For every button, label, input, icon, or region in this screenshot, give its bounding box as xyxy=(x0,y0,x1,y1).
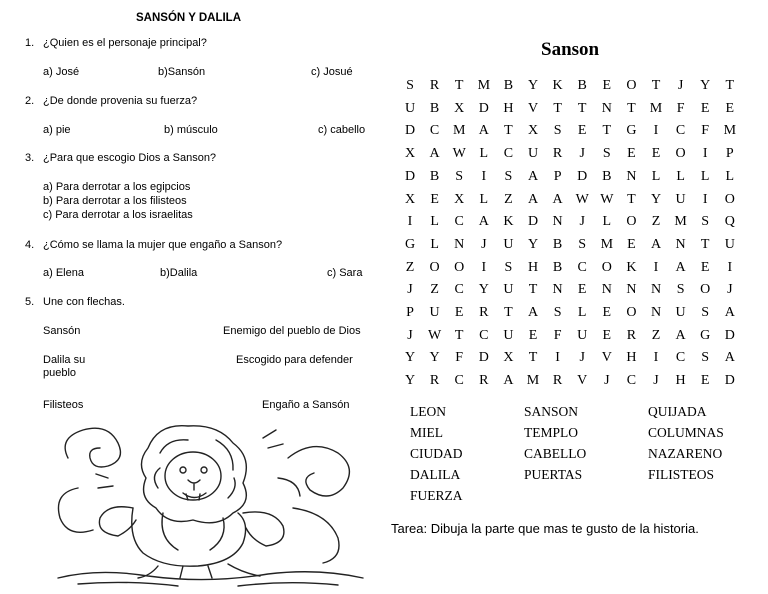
wordsearch-letter: G xyxy=(700,327,711,343)
wordsearch-letter: S xyxy=(553,123,562,139)
word-list-item: DALILA xyxy=(410,467,461,482)
wordsearch-letter: C xyxy=(429,123,440,139)
wordsearch-letter: A xyxy=(527,168,539,184)
wordsearch-letter: Q xyxy=(724,214,735,230)
worksheet-title: SANSÓN Y DALILA xyxy=(136,12,242,24)
wordsearch-letter: M xyxy=(674,214,687,230)
wordsearch-letter: X xyxy=(454,100,465,116)
wordsearch-letter: A xyxy=(650,236,662,252)
wordsearch-letter: C xyxy=(479,327,489,343)
wordsearch-letter: K xyxy=(552,78,563,93)
question-2-number: 2. xyxy=(25,95,35,107)
wordsearch-letter: H xyxy=(626,350,637,366)
match-right-1: Enemigo del pueblo de Dios xyxy=(223,325,361,337)
wordsearch-letter: B xyxy=(552,259,563,275)
wordsearch-letter: Y xyxy=(404,373,416,389)
wordsearch-letter: M xyxy=(477,78,491,93)
word-list-item: TEMPLO xyxy=(524,425,578,440)
wordsearch-letter: I xyxy=(653,123,659,139)
q4-option-a: a) Elena xyxy=(43,267,84,279)
wordsearch-letter: F xyxy=(553,327,562,343)
wordsearch-letter: E xyxy=(528,327,538,343)
wordsearch-letter: R xyxy=(429,78,440,93)
wordsearch-letter: N xyxy=(552,214,563,230)
wordsearch-letter: F xyxy=(455,350,464,366)
wordsearch-letter: A xyxy=(478,123,489,139)
wordsearch-letter: S xyxy=(676,282,685,298)
wordsearch-letter: S xyxy=(504,168,513,184)
wordsearch-letter: E xyxy=(700,259,710,275)
wordsearch-letter: J xyxy=(407,282,413,298)
wordsearch-letter: D xyxy=(577,168,588,184)
wordsearch-letter: C xyxy=(675,123,686,139)
wordsearch-letter: L xyxy=(479,191,489,207)
q1-option-b: b)Sansón xyxy=(158,66,206,78)
match-left-1: Sansón xyxy=(43,325,81,337)
wordsearch-letter: R xyxy=(552,373,563,389)
wordsearch-letter: T xyxy=(627,191,636,207)
wordsearch-letter: D xyxy=(724,373,735,389)
wordsearch-letter: R xyxy=(626,327,637,343)
wordsearch-letter: I xyxy=(653,350,659,366)
wordsearch-letter: L xyxy=(430,236,439,252)
wordsearch-letter: Y xyxy=(527,78,539,93)
wordsearch-letter: N xyxy=(675,236,686,252)
wordsearch-letter: B xyxy=(577,78,587,93)
wordsearch-letter: E xyxy=(651,146,661,162)
q4-option-b: b)Dalila xyxy=(160,267,198,279)
wordsearch-letter: U xyxy=(404,100,416,116)
homework-instruction: Tarea: Dibuja la parte que mas te gusto de la historia. xyxy=(391,521,699,536)
wordsearch-letter: G xyxy=(404,236,416,252)
wordsearch-letter: C xyxy=(454,282,464,298)
wordsearch-letter: X xyxy=(404,191,416,207)
wordsearch-letter: T xyxy=(725,78,735,93)
wordsearch-letter: R xyxy=(479,305,489,320)
wordsearch-letter: S xyxy=(455,168,464,184)
wordsearch-letter: B xyxy=(503,78,514,93)
wordsearch-letter: N xyxy=(626,282,637,298)
wordsearch-letter: A xyxy=(503,373,514,389)
wordsearch-letter: T xyxy=(602,123,612,139)
wordsearch-letter: O xyxy=(454,259,465,275)
wordsearch-letter: X xyxy=(454,191,465,207)
wordsearch-letter: E xyxy=(577,282,587,298)
match-left-3: Filisteos xyxy=(43,399,84,411)
wordsearch-letter: X xyxy=(503,350,514,366)
wordsearch-letter: Z xyxy=(651,327,661,343)
word-list-item: FILISTEOS xyxy=(648,467,715,482)
word-list-item: MIEL xyxy=(410,425,443,440)
match-left-2: Dalila su pueblo xyxy=(43,354,86,379)
wordsearch-letter: J xyxy=(407,327,413,343)
wordsearch-letter: Z xyxy=(430,282,439,298)
q3-option-b: b) Para derrotar a los filisteos xyxy=(43,195,187,207)
wordsearch-letter: A xyxy=(527,305,539,320)
wordsearch-letter: L xyxy=(651,168,661,184)
wordsearch-letter: L xyxy=(430,214,439,230)
match-right-2: Escogido para defender xyxy=(236,354,353,366)
wordsearch-letter: I xyxy=(702,191,708,207)
wordsearch-letter: U xyxy=(429,305,440,320)
wordsearch-letter: S xyxy=(701,350,710,366)
wordsearch-letter: A xyxy=(527,191,539,207)
wordsearch-letter: H xyxy=(503,100,514,116)
word-list-item: CIUDAD xyxy=(410,446,463,461)
wordsearch-letter: D xyxy=(404,123,416,139)
wordsearch-letter: T xyxy=(627,100,636,116)
q1-option-c: c) Josué xyxy=(311,66,353,78)
wordsearch-letter: V xyxy=(601,350,612,366)
wordsearch-letter: T xyxy=(553,100,562,116)
wordsearch-letter: Y xyxy=(650,191,662,207)
wordsearch-letter: L xyxy=(577,305,587,320)
wordsearch-letter: S xyxy=(504,259,513,275)
wordsearch-letter: D xyxy=(478,100,489,116)
wordsearch-letter: B xyxy=(552,236,563,252)
wordsearch-letter: F xyxy=(701,123,710,139)
wordsearch-letter: M xyxy=(600,236,614,252)
q1-option-a: a) José xyxy=(43,66,80,78)
wordsearch-letter: M xyxy=(526,373,540,389)
wordsearch-letter: C xyxy=(626,373,637,389)
wordsearch-letter: U xyxy=(503,327,514,343)
wordsearch-letter: C xyxy=(577,259,587,275)
question-5-number: 5. xyxy=(25,296,35,308)
wordsearch-letter: W xyxy=(427,327,442,343)
wordsearch-letter: S xyxy=(701,305,710,320)
wordsearch-letter: O xyxy=(675,146,686,162)
wordsearch-letter: J xyxy=(579,350,585,366)
wordsearch-letter: D xyxy=(724,327,735,343)
wordsearch-letter: O xyxy=(724,191,735,207)
wordsearch-letter: J xyxy=(579,214,585,230)
wordsearch-letter: U xyxy=(527,146,539,162)
word-list-item: SANSON xyxy=(524,404,579,419)
wordsearch-letter: C xyxy=(454,214,464,230)
wordsearch-letter: S xyxy=(406,78,414,93)
wordsearch-letter: C xyxy=(503,146,514,162)
word-list-item: QUIJADA xyxy=(648,404,707,419)
wordsearch-letter: A xyxy=(724,305,735,320)
wordsearch-letter: T xyxy=(700,236,710,252)
wordsearch-letter: L xyxy=(602,214,612,230)
wordsearch-letter: O xyxy=(626,305,637,320)
wordsearch-letter: E xyxy=(602,305,612,320)
wordsearch-letter: L xyxy=(725,168,735,184)
wordsearch-letter: O xyxy=(626,78,637,93)
wordsearch-letter: M xyxy=(723,123,737,139)
wordsearch-letter: J xyxy=(677,78,684,93)
wordsearch-letter: E xyxy=(602,327,612,343)
wordsearch-letter: N xyxy=(601,282,612,298)
wordsearch-letter: P xyxy=(725,146,734,162)
wordsearch-letter: W xyxy=(452,146,466,162)
wordsearch-letter: S xyxy=(578,236,587,252)
wordsearch-letter: K xyxy=(626,259,637,275)
word-list-item: CABELLO xyxy=(524,446,587,461)
wordsearch-letter: Y xyxy=(700,78,711,93)
wordsearch-letter: Y xyxy=(404,350,416,366)
wordsearch-letter: B xyxy=(602,168,612,184)
wordsearch-letter: U xyxy=(675,305,686,320)
wordsearch-letter: O xyxy=(626,214,637,230)
wordsearch-letter: N xyxy=(650,305,662,320)
wordsearch-letter: G xyxy=(626,123,637,139)
wordsearch-letter: U xyxy=(675,191,686,207)
wordsearch-letter: E xyxy=(577,123,587,139)
wordsearch-letter: T xyxy=(454,327,464,343)
wordsearch-letter: Z xyxy=(405,259,415,275)
wordsearch-title: Sanson xyxy=(541,39,600,60)
question-1-number: 1. xyxy=(25,37,35,49)
wordsearch-letter: S xyxy=(553,305,562,320)
wordsearch-letter: J xyxy=(604,373,610,389)
wordsearch-letter: E xyxy=(627,146,636,162)
wordsearch-letter: W xyxy=(600,191,614,207)
wordsearch-letter: E xyxy=(602,78,612,93)
wordsearch-letter: A xyxy=(724,350,735,366)
wordsearch-letter: B xyxy=(429,100,440,116)
wordsearch-letter: E xyxy=(725,100,735,116)
word-list-item: NAZARENO xyxy=(648,446,723,461)
wordsearch-letter: K xyxy=(503,214,514,230)
word-list-item: COLUMNAS xyxy=(648,425,724,440)
wordsearch-letter: A xyxy=(552,191,563,207)
wordsearch-letter: A xyxy=(675,259,686,275)
wordsearch-letter: D xyxy=(404,168,416,184)
wordsearch-letter: C xyxy=(454,373,464,389)
question-4-number: 4. xyxy=(25,239,35,251)
wordsearch-letter: U xyxy=(577,327,588,343)
word-list-item: PUERTAS xyxy=(524,467,583,482)
wordsearch-letter: T xyxy=(528,282,538,298)
wordsearch-letter: Y xyxy=(429,350,440,366)
wordsearch-letter: M xyxy=(452,123,466,139)
wordsearch-letter: E xyxy=(700,100,710,116)
wordsearch-letter: I xyxy=(481,168,487,184)
wordsearch-letter: T xyxy=(454,78,464,93)
q2-option-b: b) músculo xyxy=(164,124,218,136)
wordsearch-letter: E xyxy=(430,191,439,207)
wordsearch-letter: I xyxy=(653,259,659,275)
wordsearch-letter: V xyxy=(577,373,588,389)
wordsearch-letter: R xyxy=(479,373,489,389)
wordsearch-letter: Y xyxy=(478,282,489,298)
wordsearch-letter: A xyxy=(429,146,440,162)
wordsearch-letter: O xyxy=(601,259,612,275)
wordsearch-letter: T xyxy=(577,100,587,116)
wordsearch-letter: V xyxy=(527,100,539,116)
wordsearch-letter: O xyxy=(700,282,711,298)
question-1-text: ¿Quien es el personaje principal? xyxy=(43,37,207,49)
wordsearch-letter: D xyxy=(478,350,489,366)
wordsearch-letter: I xyxy=(555,350,560,366)
wordsearch-letter: L xyxy=(479,146,489,162)
wordsearch-letter: X xyxy=(404,146,416,162)
wordsearch-letter: S xyxy=(701,214,710,230)
samson-lion-illustration xyxy=(38,418,378,590)
wordsearch-letter: L xyxy=(700,168,710,184)
question-3-text: ¿Para que escogio Dios a Sanson? xyxy=(43,152,217,164)
q4-option-c: c) Sara xyxy=(327,267,363,279)
wordsearch-letter: N xyxy=(552,282,563,298)
wordsearch-letter: U xyxy=(724,236,735,252)
wordsearch-letter: T xyxy=(504,305,513,320)
wordsearch-letter: X xyxy=(527,123,539,139)
wordsearch-letter: N xyxy=(650,282,662,298)
wordsearch-letter: R xyxy=(429,373,440,389)
word-list xyxy=(410,404,760,514)
wordsearch-letter: J xyxy=(481,236,487,252)
q3-option-a: a) Para derrotar a los egipcios xyxy=(43,181,191,193)
wordsearch-letter: T xyxy=(504,123,513,139)
wordsearch-letter: N xyxy=(454,236,465,252)
word-list-item: FUERZA xyxy=(410,488,463,503)
wordsearch-letter: S xyxy=(602,146,611,162)
wordsearch-letter: D xyxy=(527,214,539,230)
wordsearch-letter: O xyxy=(429,259,440,275)
wordsearch-letter: E xyxy=(454,305,464,320)
wordsearch-letter: T xyxy=(651,78,661,93)
question-4-text: ¿Cómo se llama la mujer que engaño a Sanson? xyxy=(43,239,283,251)
wordsearch-letter: A xyxy=(478,214,489,230)
wordsearch-letter: I xyxy=(481,259,487,275)
wordsearch-letter: Z xyxy=(651,214,661,230)
question-5-text: Une con flechas. xyxy=(43,296,125,308)
wordsearch-letter: A xyxy=(675,327,686,343)
word-list-item: LEON xyxy=(410,404,446,419)
wordsearch-letter: N xyxy=(626,168,637,184)
wordsearch-letter: B xyxy=(429,168,440,184)
wordsearch-letter: Z xyxy=(504,191,513,207)
wordsearch-letter: U xyxy=(503,236,514,252)
wordsearch-letter: U xyxy=(503,282,514,298)
wordsearch-letter: I xyxy=(407,214,413,230)
question-2-text: ¿De donde provenia su fuerza? xyxy=(43,95,198,107)
wordsearch-letter: I xyxy=(727,259,733,275)
wordsearch-letter: L xyxy=(676,168,685,184)
q2-option-a: a) pie xyxy=(43,124,71,136)
wordsearch-letter: F xyxy=(676,100,685,116)
wordsearch-letter: J xyxy=(579,146,585,162)
wordsearch-letter: J xyxy=(653,373,659,389)
wordsearch-letter: Y xyxy=(527,236,539,252)
wordsearch-letter: C xyxy=(675,350,686,366)
wordsearch-letter: E xyxy=(627,236,636,252)
wordsearch-letter: I xyxy=(702,146,708,162)
wordsearch-letter: W xyxy=(575,191,589,207)
wordsearch-letter: P xyxy=(406,305,414,320)
wordsearch-letter: H xyxy=(527,259,539,275)
wordsearch-letter: J xyxy=(727,282,733,298)
wordsearch-letter: T xyxy=(528,350,538,366)
wordsearch-letter: M xyxy=(649,100,663,116)
wordsearch-letter: N xyxy=(601,100,612,116)
q2-option-c: c) cabello xyxy=(318,124,366,136)
match-right-3: Engaño a Sansón xyxy=(262,399,350,411)
q3-option-c: c) Para derrotar a los israelitas xyxy=(43,209,193,221)
wordsearch-letter: H xyxy=(675,373,686,389)
wordsearch-letter: R xyxy=(552,146,563,162)
wordsearch-letter: E xyxy=(700,373,710,389)
wordsearch-letter: P xyxy=(553,168,562,184)
question-3-number: 3. xyxy=(25,152,35,164)
